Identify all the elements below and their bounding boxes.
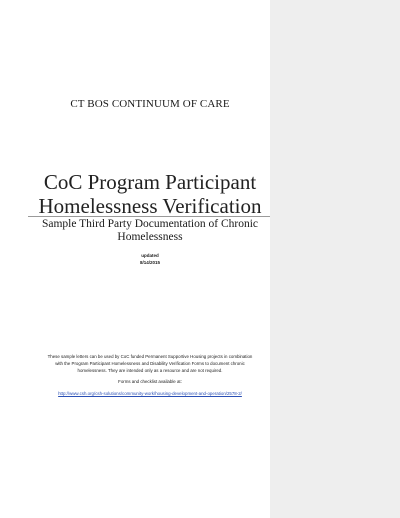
- updated-date: 8/14/2015: [139, 260, 161, 265]
- notes-line-2: with the Program Participant Homelessness and Disability Verification Forms to document chronic: [55, 360, 245, 366]
- document-title: [28, 170, 272, 218]
- title-line-2: Homelessness Verification: [38, 194, 262, 218]
- notes-block: [30, 354, 270, 398]
- updated-block: [30, 252, 270, 266]
- title-line-1: CoC Program Participant: [43, 170, 257, 194]
- organization-heading: CT BOS CONTINUUM OF CARE: [70, 98, 230, 110]
- notes-line-3: homelessness. They are intended only as a resource and are not required.: [77, 367, 223, 373]
- forms-available-text: Forms and checklist available at:: [118, 379, 182, 385]
- notes-line-1: These sample letters can be used by CoC funded Permanent Supportive Housing projects in combination: [47, 354, 253, 359]
- updated-label: updated: [141, 253, 159, 258]
- subtitle-line-2: Homelessness: [117, 231, 183, 243]
- subtitle-line-1: Sample Third Party Documentation of Chronic: [41, 218, 258, 230]
- document-subtitle: [30, 218, 270, 244]
- resource-link[interactable]: http://www.csh.org/csh-solutions/community-work/housing-development-and-operation/2578-2/: [58, 391, 242, 397]
- sidebar-panel: [270, 0, 400, 518]
- title-divider: [28, 216, 272, 217]
